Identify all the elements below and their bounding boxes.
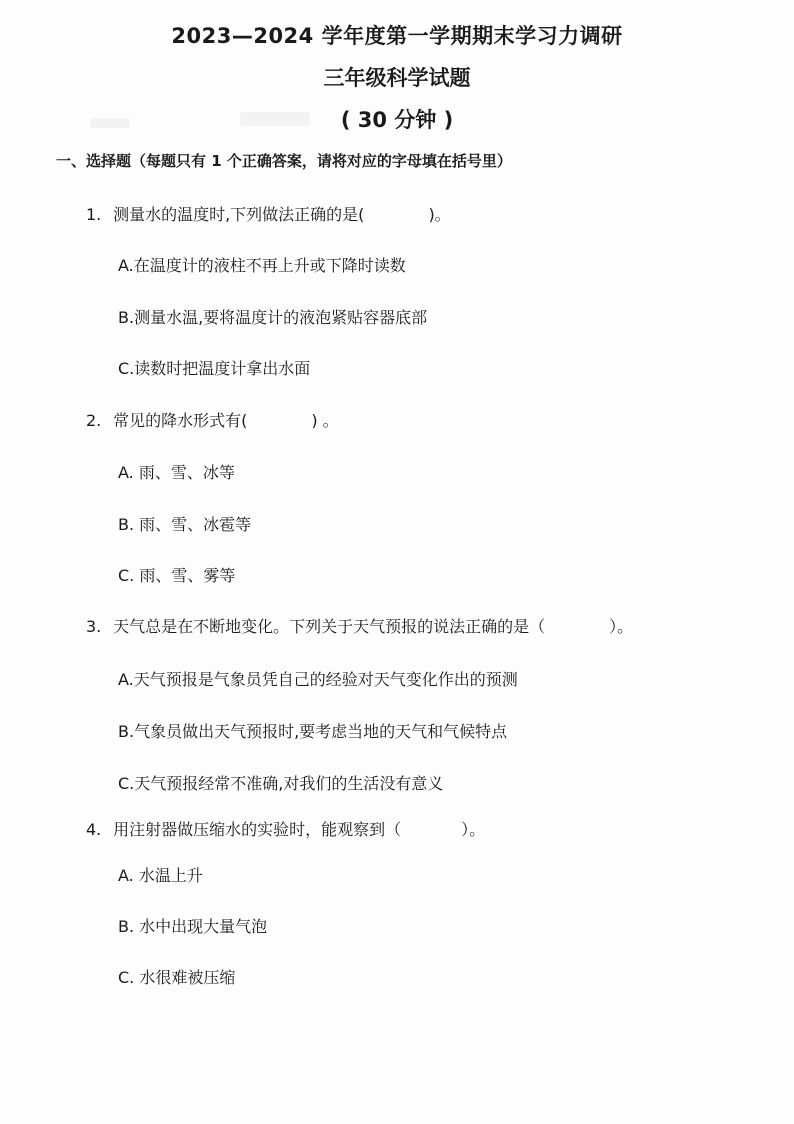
exam-title: 2023—2024 学年度第一学期期末学习力调研: [171, 24, 623, 48]
question-number: 3.: [86, 617, 102, 636]
option-2a: A. 雨、雪、冰等: [118, 463, 235, 482]
option-4b: B. 水中出现大量气泡: [118, 917, 268, 936]
option-2b: B. 雨、雪、冰雹等: [118, 515, 252, 534]
exam-duration: ( 30 分钟 ): [340, 108, 454, 132]
question-1: [86, 202, 451, 225]
option-3c: C.天气预报经常不准确,对我们的生活没有意义: [118, 774, 444, 793]
option-1a: A.在温度计的液柱不再上升或下降时读数: [118, 256, 406, 275]
option-1c: C.读数时把温度计拿出水面: [118, 359, 311, 378]
question-stem-end: ）。: [461, 820, 486, 839]
option-3a: A.天气预报是气象员凭自己的经验对天气变化作出的预测: [118, 670, 518, 689]
question-stem: 用注射器做压缩水的实验时，能观察到（: [113, 820, 402, 839]
exam-subtitle: 三年级科学试题: [323, 66, 471, 90]
question-3: [86, 614, 633, 637]
option-4c: C. 水很难被压缩: [118, 968, 236, 987]
question-stem-end: )。: [428, 205, 451, 224]
option-1b: B.测量水温,要将温度计的液泡紧贴容器底部: [118, 308, 428, 327]
question-stem: 天气总是在不断地变化。下列关于天气预报的说法正确的是（: [113, 617, 546, 636]
option-2c: C. 雨、雪、雾等: [118, 566, 236, 585]
question-number: 2.: [86, 411, 102, 430]
question-stem-end: ) 。: [311, 411, 339, 430]
section-heading: 一、选择题（每题只有 1 个正确答案，请将对应的字母填在括号里）: [56, 152, 512, 170]
option-4a: A. 水温上升: [118, 866, 203, 885]
question-stem: 常见的降水形式有(: [113, 411, 248, 430]
question-4: [86, 817, 485, 840]
option-3b: B.气象员做出天气预报时,要考虑当地的天气和气候特点: [118, 722, 508, 741]
question-2: [86, 408, 339, 431]
question-number: 1.: [86, 205, 102, 224]
question-number: 4.: [86, 820, 102, 839]
question-stem: 测量水的温度时,下列做法正确的是(: [113, 205, 365, 224]
question-stem-end: ）。: [609, 617, 634, 636]
